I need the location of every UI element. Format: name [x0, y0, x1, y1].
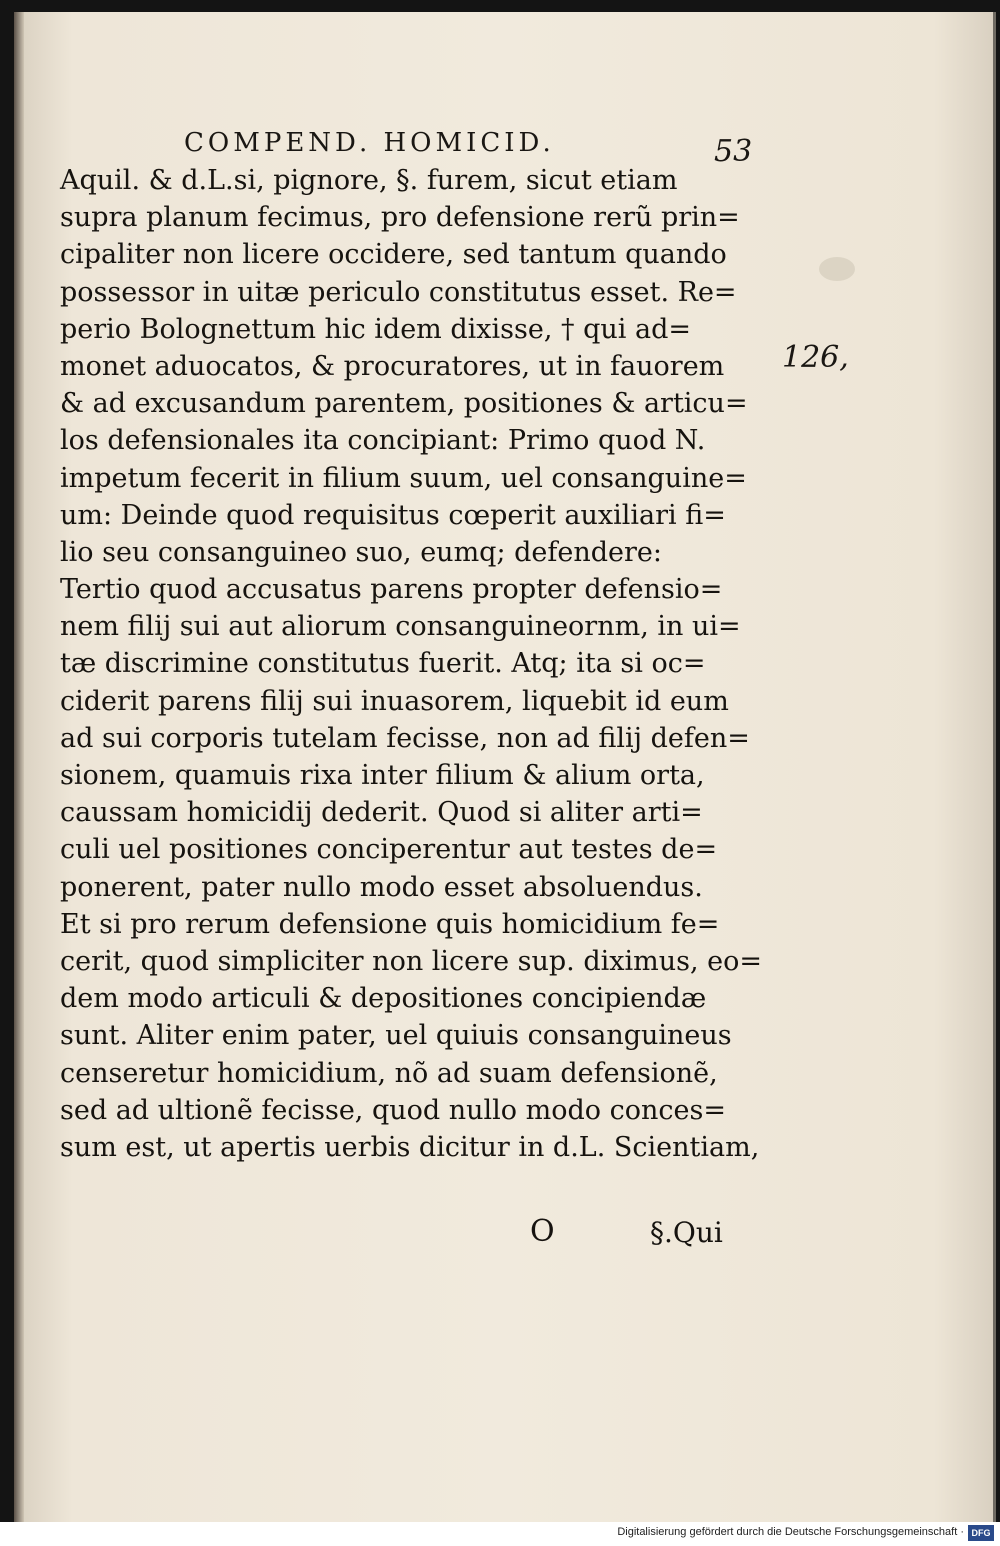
- book-page: [14, 12, 996, 1522]
- text-line: lio seu consanguineo suo, eumq; defendere:: [60, 536, 663, 568]
- text-line: sed ad ultionẽ fecisse, quod nullo modo conces=: [60, 1094, 726, 1126]
- text-line: dem modo articuli & depositiones concipiendæ: [60, 983, 707, 1015]
- text-line: ad sui corporis tutelam fecisse, non ad filij defen=: [60, 722, 750, 754]
- body-text: [60, 162, 760, 1166]
- text-line: ponerent, pater nullo modo esset absoluendus.: [60, 871, 703, 903]
- running-head: COMPEND. HOMICID.: [184, 128, 555, 158]
- funding-credit: Digitalisierung gefördert durch die Deutsche Forschungsgemeinschaft ·: [617, 1526, 964, 1538]
- text-line: cerit, quod simpliciter non licere sup. diximus, eo=: [60, 945, 762, 977]
- text-line: perio Bolognettum hic idem dixisse, † qui ad=: [60, 313, 691, 345]
- text-line: culi uel positiones conciperentur aut testes de=: [60, 834, 718, 866]
- text-line: supra planum fecimus, pro defensione rerũ prin=: [60, 202, 740, 234]
- text-line: censeretur homicidium, nõ ad suam defensionẽ,: [60, 1057, 718, 1089]
- folio-number: 53: [714, 134, 753, 169]
- margin-note: 126,: [782, 340, 849, 375]
- signature-mark: O: [530, 1214, 555, 1249]
- text-line: cipaliter non licere occidere, sed tantum quando: [60, 239, 727, 271]
- dfg-logo-icon: DFG: [968, 1525, 994, 1541]
- text-line: caussam homicidij dederit. Quod si aliter arti=: [60, 797, 703, 829]
- text-line: um: Deinde quod requisitus cœperit auxiliari fi=: [60, 499, 726, 531]
- text-line: sum est, ut apertis uerbis dicitur in d.L. Scientiam,: [60, 1131, 760, 1163]
- text-line: impetum fecerit in filium suum, uel consanguine=: [60, 462, 747, 494]
- text-line: Et si pro rerum defensione quis homicidium fe=: [60, 908, 720, 940]
- text-line: sionem, quamuis rixa inter filium & alium orta,: [60, 760, 705, 791]
- text-line: nem filij sui aut aliorum consanguineornm, in ui=: [60, 611, 741, 643]
- text-line: possessor in uitæ periculo constitutus esset. Re=: [60, 276, 737, 308]
- text-line: ciderit parens filij sui inuasorem, liquebit id eum: [60, 685, 729, 717]
- text-line: los defensionales ita concipiant: Primo quod N.: [60, 425, 706, 457]
- text-line: Tertio quod accusatus parens propter defensio=: [60, 574, 723, 606]
- catchword: §.Qui: [650, 1216, 723, 1249]
- text-line: sunt. Aliter enim pater, uel quiuis consanguineus: [60, 1020, 732, 1052]
- text-line: monet aduocatos, & procuratores, ut in fauorem: [60, 350, 725, 382]
- text-line: Aquil. & d.L.si, pignore, §. furem, sicut etiam: [60, 165, 678, 196]
- credit-bar: [0, 1522, 1000, 1546]
- paper-stain: [819, 257, 855, 281]
- text-line: & ad excusandum parentem, positiones & articu=: [60, 388, 748, 420]
- text-line: tæ discrimine constitutus fuerit. Atq; ita si oc=: [60, 648, 706, 680]
